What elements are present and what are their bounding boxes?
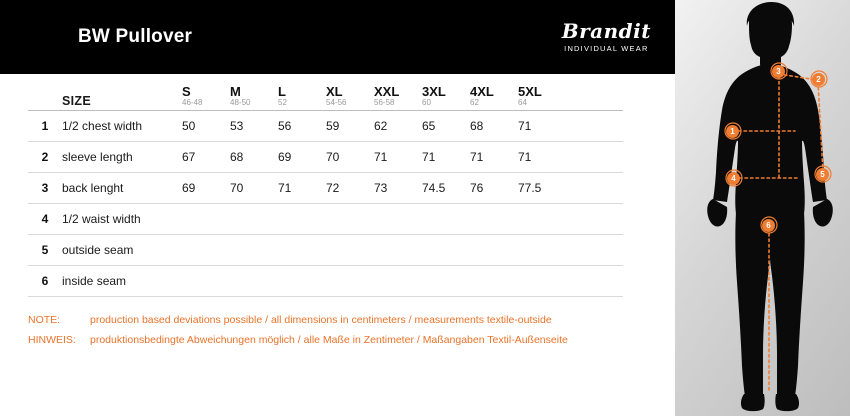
table-row	[28, 173, 623, 204]
cell-value: 76	[470, 181, 484, 195]
table-row	[28, 142, 623, 173]
marker-3[interactable]: 3	[772, 65, 785, 78]
size-name: M	[230, 83, 241, 99]
note-text: production based deviations possible / all dimensions in centimeters / measurements textile-outside	[90, 314, 552, 326]
size-range: 60	[422, 98, 431, 108]
notes-block	[0, 311, 675, 351]
page-title: BW Pullover	[78, 26, 193, 47]
cell-value: 70	[230, 181, 244, 195]
measurement-table	[0, 74, 675, 297]
cell-value: 71	[422, 150, 436, 164]
table-row	[28, 266, 623, 297]
size-column-3xl	[422, 85, 470, 108]
cell-value: 56	[278, 119, 292, 133]
cell-value: 62	[374, 119, 388, 133]
table-row	[28, 204, 623, 235]
marker-2[interactable]: 2	[812, 73, 825, 86]
marker-6[interactable]: 6	[762, 219, 775, 232]
table-row	[28, 235, 623, 266]
note-label: NOTE:	[28, 314, 61, 326]
marker-1[interactable]: 1	[726, 125, 739, 138]
row-number: 6	[41, 274, 49, 288]
page-header	[0, 0, 675, 74]
cell-value: 71	[518, 119, 532, 133]
row-label: inside seam	[62, 274, 127, 288]
size-name: XL	[326, 83, 343, 99]
size-range: 52	[278, 98, 287, 108]
row-label: outside seam	[62, 243, 134, 257]
row-number: 4	[41, 212, 49, 226]
cell-value: 70	[326, 150, 340, 164]
size-range: 64	[518, 98, 527, 108]
brand-logo	[562, 21, 657, 53]
table-row	[28, 111, 623, 142]
note-english	[28, 311, 655, 331]
cell-value: 71	[470, 150, 484, 164]
size-range: 56-58	[374, 98, 395, 108]
size-range: 46-48	[182, 98, 203, 108]
cell-value: 73	[374, 181, 388, 195]
marker-5[interactable]: 5	[816, 168, 829, 181]
size-column-s	[182, 85, 230, 108]
cell-value: 69	[182, 181, 196, 195]
size-name: 3XL	[422, 83, 446, 99]
row-number: 2	[41, 150, 49, 164]
cell-value: 71	[374, 150, 388, 164]
cell-value: 65	[422, 119, 436, 133]
row-label: sleeve length	[62, 150, 133, 164]
size-column-4xl	[470, 85, 518, 108]
row-label: 1/2 chest width	[62, 119, 143, 133]
size-name: 4XL	[470, 83, 494, 99]
row-number: 5	[41, 243, 49, 257]
body-figure	[675, 0, 850, 416]
cell-value: 77.5	[518, 181, 542, 195]
row-label: 1/2 waist width	[62, 212, 141, 226]
brand-name: Brandit	[561, 19, 651, 43]
size-range: 54-56	[326, 98, 347, 108]
marker-4[interactable]: 4	[727, 172, 740, 185]
cell-value: 69	[278, 150, 292, 164]
note-german	[28, 331, 655, 351]
cell-value: 74.5	[422, 181, 446, 195]
size-column-5xl	[518, 85, 566, 108]
figure-panel	[675, 0, 850, 416]
size-name: 5XL	[518, 83, 542, 99]
size-column-xl	[326, 85, 374, 108]
note-label: HINWEIS:	[28, 333, 76, 346]
row-label: back lenght	[62, 181, 124, 195]
size-column-l	[278, 85, 326, 108]
size-name: XXL	[374, 83, 400, 99]
size-range: 48-50	[230, 98, 251, 108]
size-column-xxl	[374, 85, 422, 108]
cell-value: 71	[518, 150, 532, 164]
note-text: produktionsbedingte Abweichungen möglich / alle Maße in Zentimeter / Maßangaben Textil-Außenseite	[90, 333, 568, 346]
brand-tagline: INDIVIDUAL WEAR	[564, 44, 649, 53]
size-column-m	[230, 85, 278, 108]
cell-value: 68	[230, 150, 244, 164]
row-number: 3	[41, 181, 49, 195]
header-size-label: SIZE	[62, 94, 91, 108]
cell-value: 71	[278, 181, 292, 195]
size-name: L	[278, 83, 286, 99]
cell-value: 53	[230, 119, 244, 133]
size-name: S	[182, 83, 191, 99]
cell-value: 50	[182, 119, 196, 133]
row-number: 1	[41, 119, 49, 133]
size-range: 62	[470, 98, 479, 108]
cell-value: 67	[182, 150, 196, 164]
cell-value: 72	[326, 181, 340, 195]
cell-value: 68	[470, 119, 484, 133]
table-header-row	[28, 74, 623, 111]
cell-value: 59	[326, 119, 340, 133]
